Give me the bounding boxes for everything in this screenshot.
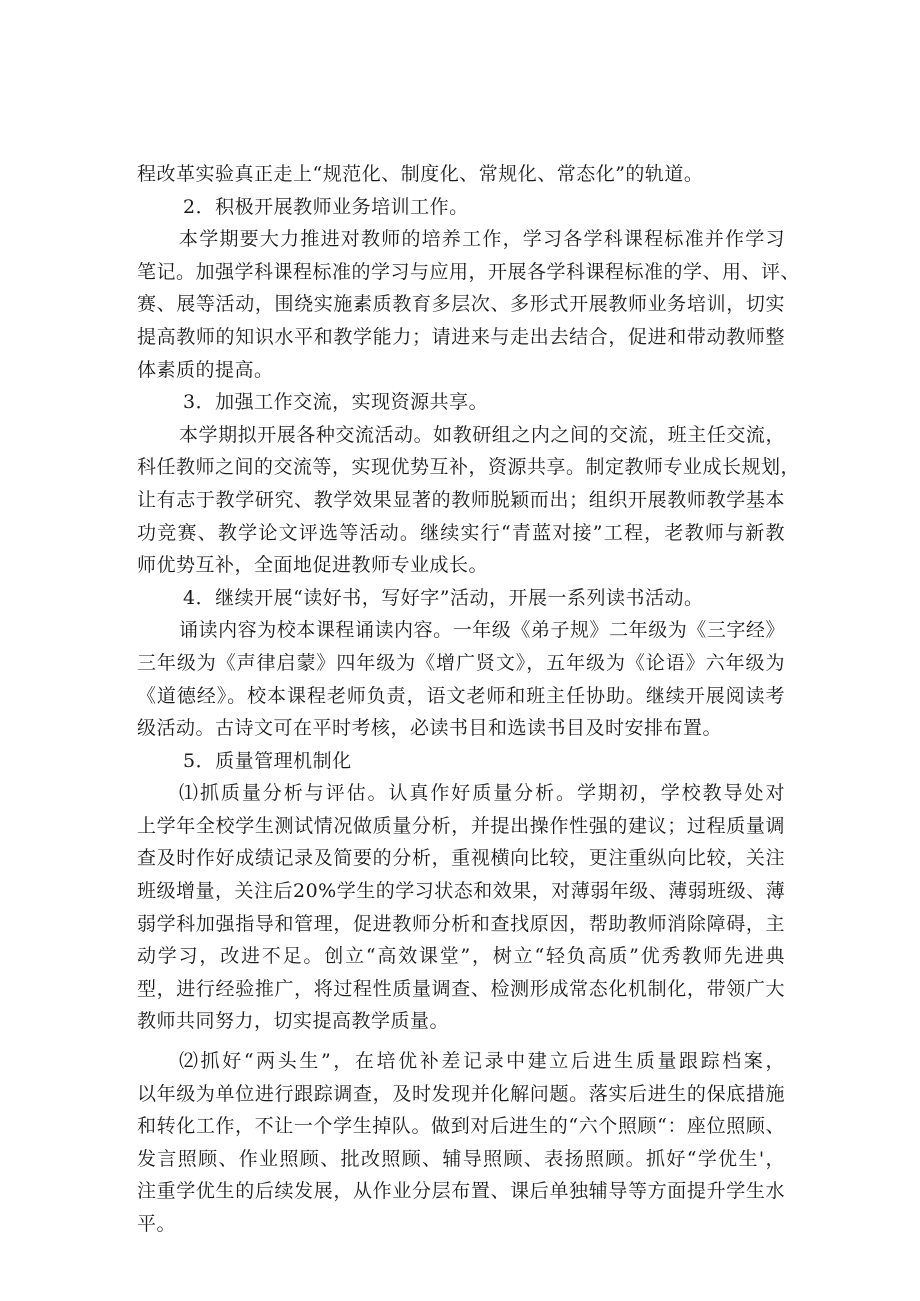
paragraph-line: 《道德经》。校本课程老师负责，语文老师和班主任协助。继续开展阅读考 — [137, 684, 785, 707]
paragraph-line: 诵读内容为校本课程诵读内容。一年级《弟子规》二年级为《三字经》 — [179, 619, 785, 642]
section-heading — [137, 191, 785, 224]
paragraph-line: 级活动。古诗文可在平时考核，必读书目和选读书目及时安排布置。 — [137, 717, 723, 740]
paragraph-line: 提高教师的知识水平和教学能力；请进来与走出去结合，促进和带动教师整 — [137, 325, 785, 348]
paragraph-line: 科任教师之间的交流等，实现优势互补，资源共享。制定教师专业成长规划， — [137, 456, 801, 479]
paragraph-line: 上学年全校学生测试情况做质量分析，并提出操作性强的建议；过程质量调 — [137, 814, 785, 837]
paragraph-line: 弱学科加强指导和管理，促进教师分析和查找原因，帮助教师消除障碍，主 — [137, 912, 785, 935]
paragraph — [137, 419, 801, 582]
heading-text: 2．积极开展教师业务培训工作。 — [183, 195, 469, 218]
document-body — [137, 158, 801, 1241]
heading-text: 4．继续开展“读好书，写好字”活动，开展一系列读书活动。 — [183, 586, 704, 609]
paragraph — [137, 223, 801, 386]
paragraph-line: 型，进行经验推广，将过程性质量调查、检测形成常态化机制化，带领广大 — [137, 977, 785, 1000]
paragraph — [137, 777, 785, 1038]
paragraph-line: 教师共同努力，切实提高教学质量。 — [137, 1010, 450, 1033]
section-heading — [137, 582, 785, 615]
paragraph — [137, 158, 785, 191]
paragraph-line: 赛、展等活动，围绕实施素质教育多层次、多形式开展教师业务培训，切实 — [137, 293, 785, 316]
heading-text: 3．加强工作交流，实现资源共享。 — [183, 391, 489, 414]
paragraph-line: 本学期要大力推进对教师的培养工作，学习各学科课程标准并作学习 — [179, 228, 785, 251]
paragraph-line: 注重学优生的后续发展，从作业分层布置、课后单独辅导等方面提升学生水 — [137, 1180, 785, 1203]
paragraph-line: 和转化工作，不让一个学生掉队。做到对后进生的“六个照顾“：座位照顾、 — [137, 1115, 785, 1138]
paragraph-line: 让有志于教学研究、教学效果显著的教师脱颖而出；组织开展教师教学基本 — [137, 488, 785, 511]
paragraph-line: 班级增量，关注后20%学生的学习状态和效果，对薄弱年级、薄弱班级、薄 — [137, 880, 786, 903]
paragraph-line: 平。 — [137, 1213, 177, 1235]
paragraph-line: 发言照顾、作业照顾、批改照顾、辅导照顾、表扬照顾。抓好“学优生'， — [137, 1147, 785, 1170]
paragraph-line: 功竞赛、教学论文评选等活动。继续实行“青蓝对接”工程，老教师与新教 — [137, 521, 785, 544]
heading-text: 5．质量管理机制化 — [183, 749, 352, 772]
paragraph-line: 动学习，改进不足。创立“高效课堂”，树立“轻负高质”优秀教师先进典 — [137, 945, 785, 968]
paragraph-line: 本学期拟开展各种交流活动。如教研组之内之间的交流，班主任交流， — [179, 423, 785, 446]
paragraph-line: 以年级为单位进行跟踪调查，及时发现并化解问题。落实后进生的保底措施 — [137, 1082, 785, 1105]
paragraph-line: 体素质的提高。 — [137, 358, 274, 381]
paragraph-line: 查及时作好成绩记录及简要的分析，重视横向比较，更注重纵向比较，关注 — [137, 847, 785, 870]
section-heading — [137, 745, 785, 778]
paragraph-line: ⑵抓好“两头生”，在培优补差记录中建立后进生质量跟踪档案， — [179, 1050, 785, 1073]
paragraph-line: ⑴抓质量分析与评估。认真作好质量分析。学期初，学校教导处对 — [179, 782, 785, 805]
paragraph-gap — [137, 1038, 785, 1045]
paragraph — [137, 614, 785, 744]
section-heading — [137, 386, 785, 419]
paragraph-line: 师优势互补，全面地促进教师专业成长。 — [137, 554, 489, 577]
paragraph-line: 程改革实验真正走上“规范化、制度化、常规化、常态化”的轨道。 — [137, 163, 704, 185]
paragraph — [137, 1045, 785, 1241]
paragraph-line: 三年级为《声律启蒙》四年级为《增广贤文》，五年级为《论语》六年级为 — [137, 651, 785, 674]
paragraph-line: 笔记。加强学科课程标准的学习与应用，开展各学科课程标准的学、用、评、 — [137, 260, 801, 283]
